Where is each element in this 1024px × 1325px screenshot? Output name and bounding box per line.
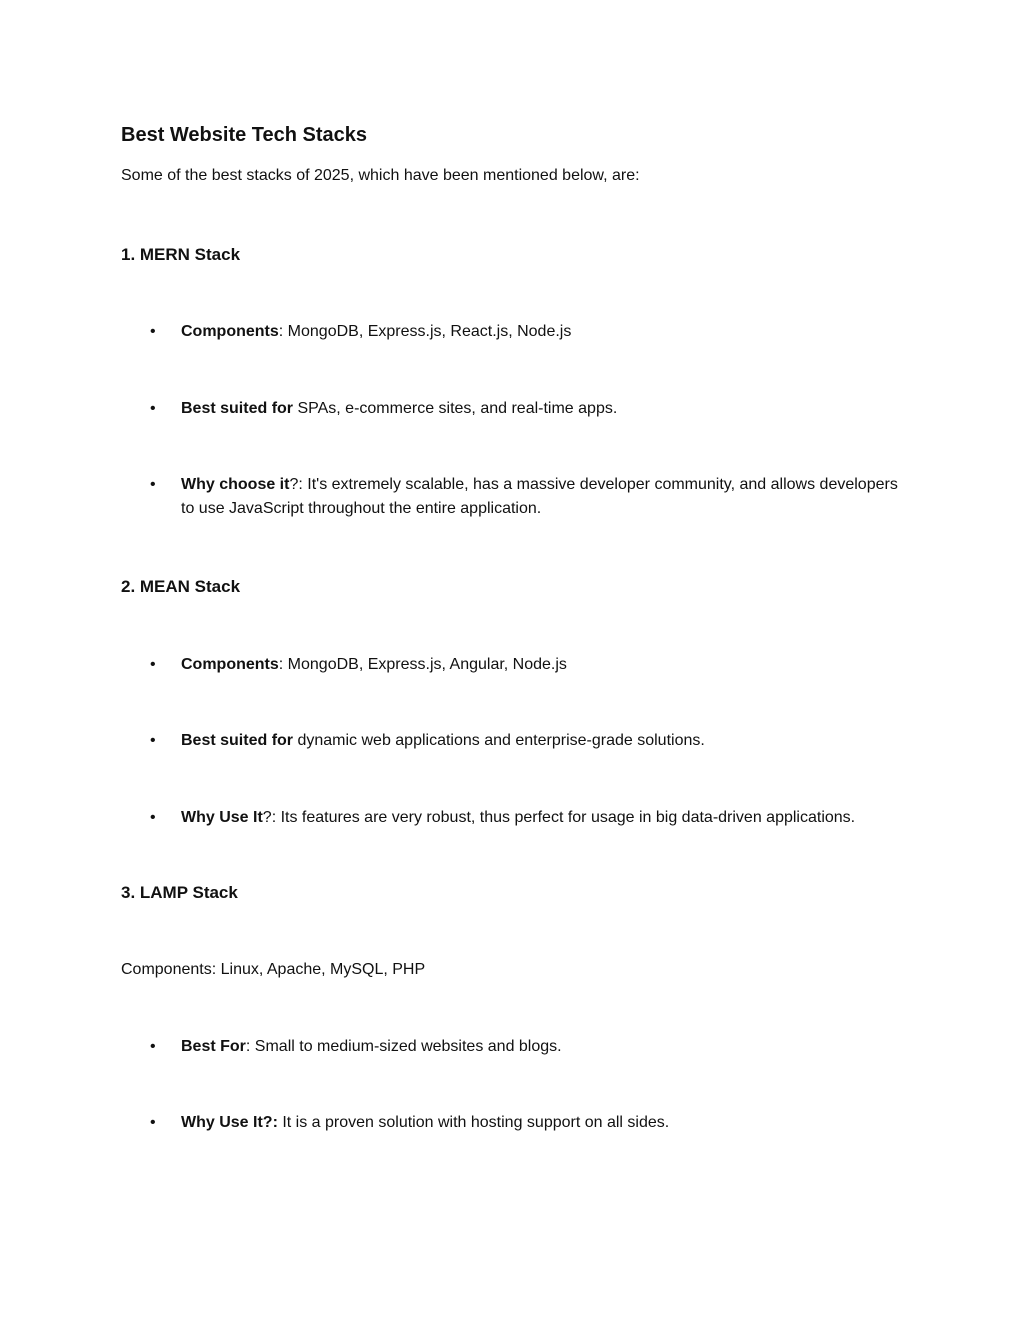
bullet-icon: • (150, 1038, 156, 1055)
list-item-body: ?: Its features are very robust, thus perfect for usage in big data-driven applications. (262, 809, 856, 826)
list-item-body: : MongoDB, Express.js, Angular, Node.js (278, 656, 567, 673)
bullet-icon: • (150, 809, 156, 826)
page-title: Best Website Tech Stacks (121, 124, 368, 146)
bullet-icon: • (150, 656, 156, 673)
list-item-body: SPAs, e-commerce sites, and real-time apps. (293, 400, 618, 417)
list-item-label: Why Use It (181, 809, 263, 826)
intro-paragraph: Some of the best stacks of 2025, which have been mentioned below, are: (121, 167, 640, 184)
list-item-body: dynamic web applications and enterprise-grade solutions. (293, 732, 705, 749)
lamp-components-line: Components: Linux, Apache, MySQL, PHP (121, 961, 426, 978)
list-item-text (181, 806, 911, 830)
bullet-icon: • (150, 400, 156, 417)
list-item-text (181, 1035, 911, 1059)
list-item-label: Best suited for (181, 400, 294, 417)
list-item-text (181, 473, 911, 521)
list-item-body: : Small to medium-sized websites and blogs. (245, 1038, 562, 1055)
section-heading-mean: 2. MEAN Stack (121, 577, 241, 596)
list-item-body: It is a proven solution with hosting support on all sides. (277, 1114, 670, 1131)
list-item-body: ?: It's extremely scalable, has a massive developer community, and allows developers to use JavaScript throughout the entire application. (181, 476, 898, 517)
bullet-icon: • (150, 476, 156, 493)
list-item-label: Components (181, 656, 279, 673)
list-item-text (181, 397, 911, 421)
list-item-label: Best suited for (181, 732, 294, 749)
bullet-icon: • (150, 1114, 156, 1131)
list-item-text (181, 320, 911, 344)
section-heading-lamp: 3. LAMP Stack (121, 883, 238, 902)
list-item-text (181, 1111, 911, 1135)
list-item-text (181, 729, 911, 753)
list-item-label: Components (181, 323, 279, 340)
list-item-label: Best For (181, 1038, 246, 1055)
list-item-label: Why choose it (181, 476, 290, 493)
bullet-icon: • (150, 323, 156, 340)
list-item-text (181, 653, 911, 677)
bullet-icon: • (150, 732, 156, 749)
list-item-label: Why Use It?: (181, 1114, 278, 1131)
section-heading-mern: 1. MERN Stack (121, 245, 241, 264)
list-item-body: : MongoDB, Express.js, React.js, Node.js (278, 323, 572, 340)
